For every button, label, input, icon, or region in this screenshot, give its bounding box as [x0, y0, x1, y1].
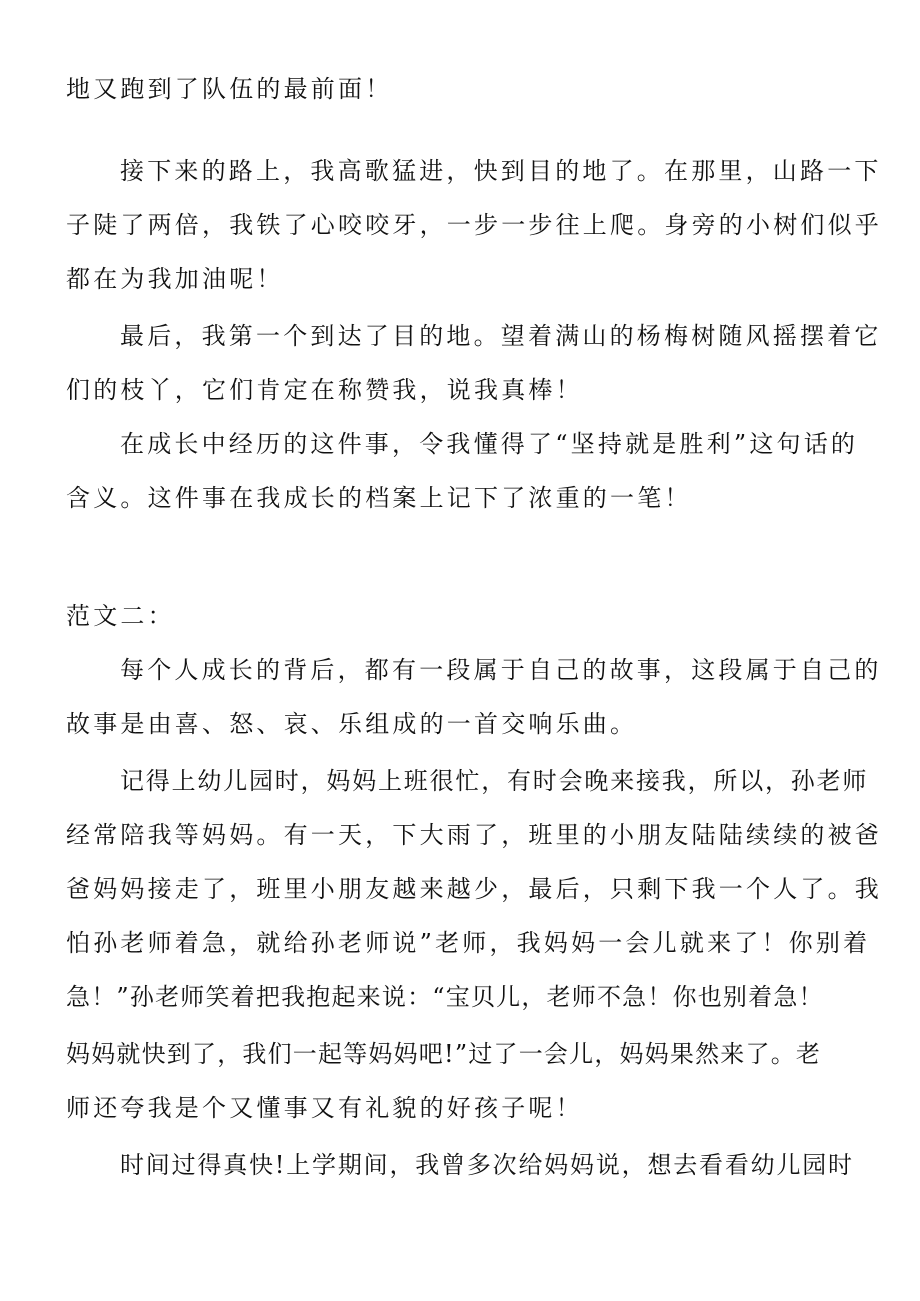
text-line: 含义。这件事在我成长的档案上记下了浓重的一笔！	[66, 484, 692, 512]
text-line: 每个人成长的背后，都有一段属于自己的故事，这段属于自己的	[120, 656, 882, 684]
section-heading: 范文二：	[66, 602, 175, 630]
text-line: 时间过得真快!上学期间，我曾多次给妈妈说，想去看看幼儿园时	[120, 1151, 854, 1179]
text-line: 急！”孙老师笑着把我抱起来说：“宝贝儿，老师不急！你也别着急！	[66, 983, 824, 1011]
text-line: 最后，我第一个到达了目的地。望着满山的杨梅树随风摇摆着它	[120, 322, 882, 350]
text-line: 故事是由喜、怒、哀、乐组成的一首交响乐曲。	[66, 710, 638, 738]
text-line: 地又跑到了队伍的最前面！	[66, 75, 393, 103]
text-line: 记得上幼儿园时，妈妈上班很忙，有时会晚来接我，所以，孙老师	[120, 767, 869, 795]
text-line: 在成长中经历的这件事，令我懂得了“坚持就是胜利”这句话的	[120, 430, 859, 458]
text-line: 接下来的路上，我高歌猛进，快到目的地了。在那里，山路一下	[120, 157, 882, 185]
text-line: 师还夸我是个又懂事又有礼貌的好孩子呢！	[66, 1094, 583, 1122]
text-line: 妈妈就快到了，我们一起等妈妈吧!”过了一会儿，妈妈果然来了。老	[66, 1040, 822, 1068]
text-line: 子陡了两倍，我铁了心咬咬牙，一步一步往上爬。身旁的小树们似乎	[66, 211, 882, 239]
text-line: 爸妈妈接走了，班里小朋友越来越少，最后，只剩下我一个人了。我	[66, 875, 882, 903]
text-line: 经常陪我等妈妈。有一天，下大雨了，班里的小朋友陆陆续续的被爸	[66, 821, 882, 849]
text-line: 怕孙老师着急，就给孙老师说”老师，我妈妈一会儿就来了！你别着	[66, 929, 871, 957]
text-line: 都在为我加油呢！	[66, 265, 284, 293]
text-line: 们的枝丫，它们肯定在称赞我，说我真棒！	[66, 376, 583, 404]
